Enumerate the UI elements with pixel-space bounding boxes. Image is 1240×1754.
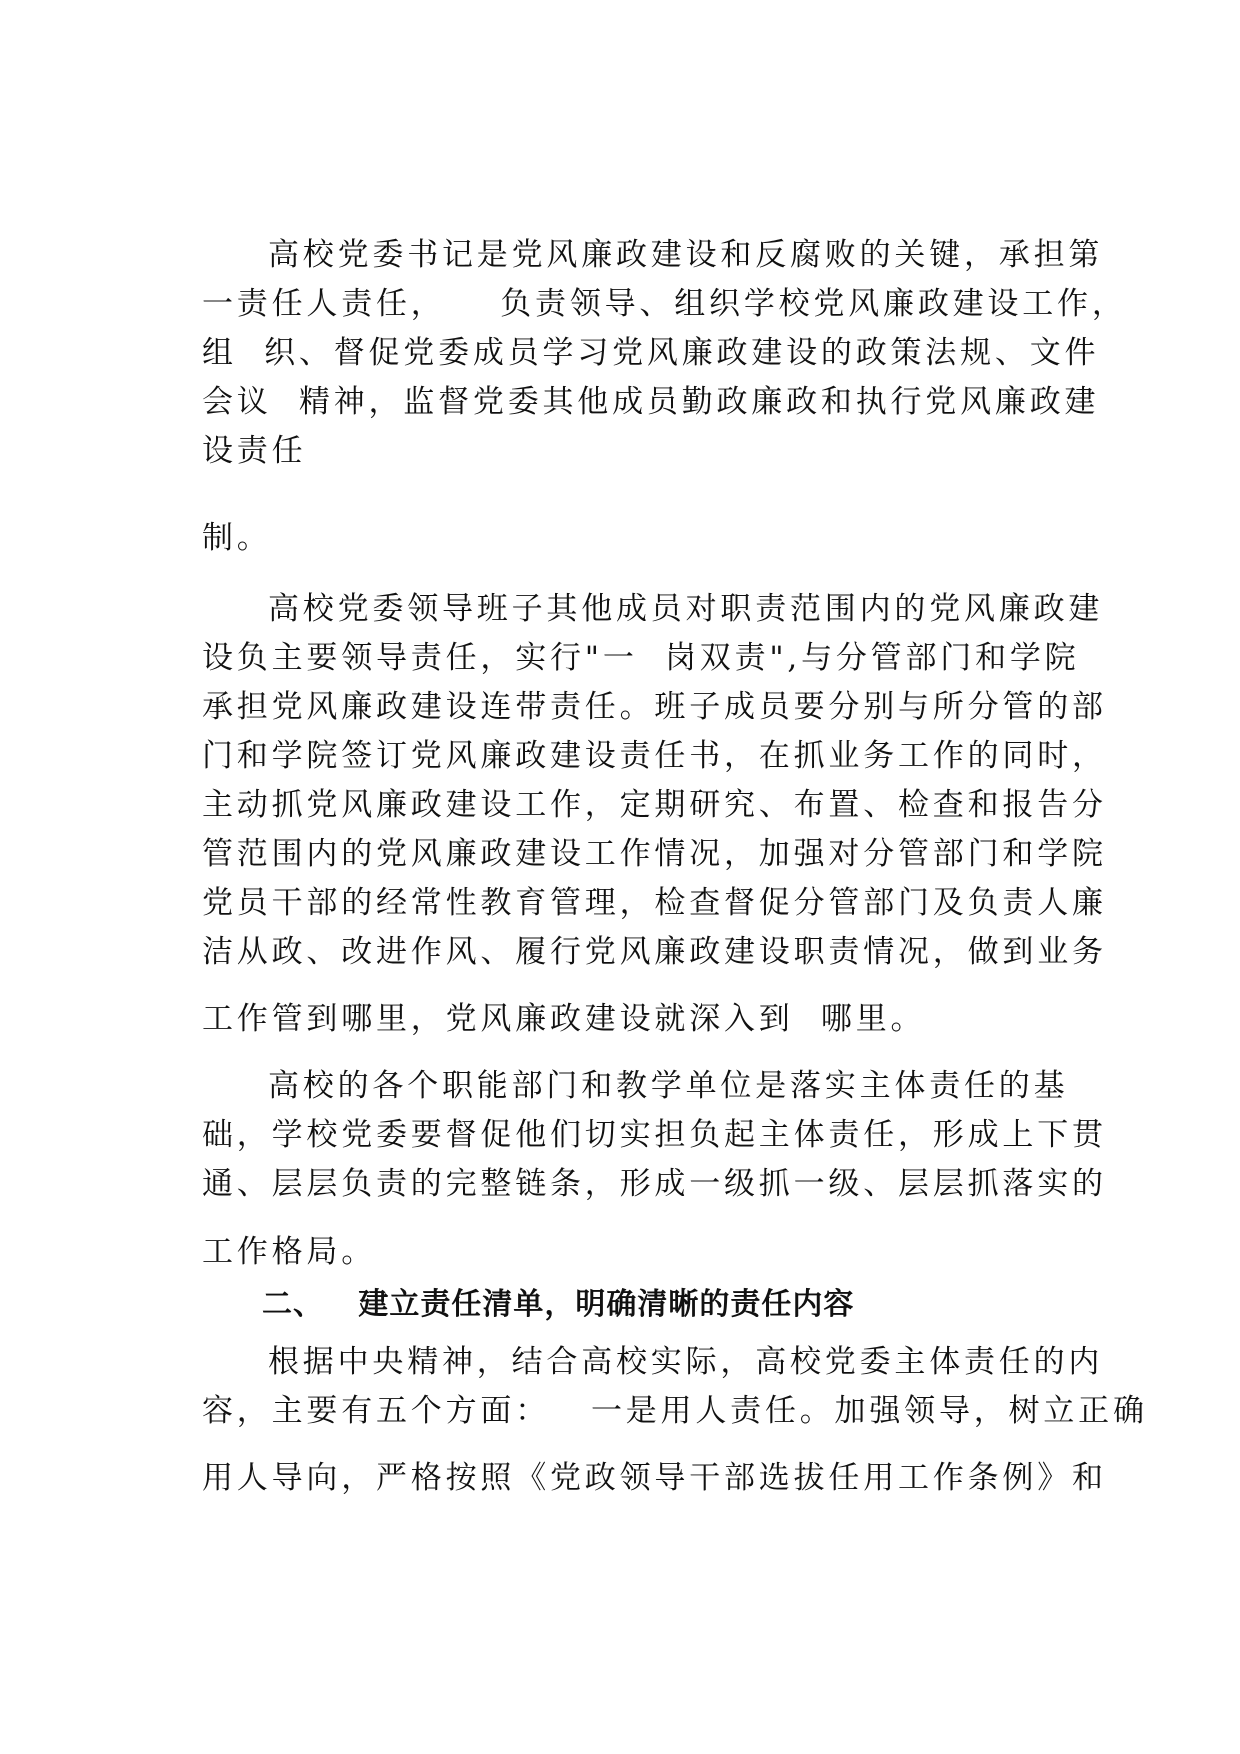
- section-heading: 二、 建立责任清单，明确清晰的责任内容: [262, 1287, 855, 1322]
- paragraph-2-line-7: 党员干部的经常性教育管理，检查督促分管部门及负责人廉: [202, 885, 1107, 921]
- paragraph-4-line-3: 用人导向，严格按照《党政领导干部选拔任用工作条例》和: [202, 1460, 1107, 1496]
- paragraph-1-line-1: 高校党委书记是党风廉政建设和反腐败的关键，承担第: [268, 237, 1104, 273]
- paragraph-2-line-6: 管范围内的党风廉政建设工作情况，加强对分管部门和学院: [202, 836, 1107, 872]
- paragraph-2-line-5: 主动抓党风廉政建设工作，定期研究、布置、检查和报告分: [202, 787, 1107, 823]
- paragraph-2-line-1: 高校党委领导班子其他成员对职责范围内的党风廉政建: [268, 591, 1104, 627]
- paragraph-1-line-6: 制。: [202, 520, 272, 556]
- paragraph-4-line-2: 容，主要有五个方面： 一是用人责任。加强领导，树立正确: [202, 1393, 1148, 1429]
- paragraph-3-line-1: 高校的各个职能部门和教学单位是落实主体责任的基: [268, 1068, 1069, 1104]
- paragraph-1-line-4: 会议 精神，监督党委其他成员勤政廉政和执行党风廉政建: [202, 384, 1100, 420]
- paragraph-2-line-3: 承担党风廉政建设连带责任。班子成员要分别与所分管的部: [202, 689, 1107, 725]
- paragraph-3-line-3: 通、层层负责的完整链条，形成一级抓一级、层层抓落实的: [202, 1166, 1107, 1202]
- paragraph-2-line-2: 设负主要领导责任，实行"一 岗双责",与分管部门和学院: [202, 640, 1080, 676]
- paragraph-3-line-4: 工作格局。: [202, 1234, 376, 1270]
- paragraph-1-line-5: 设责任: [202, 433, 307, 469]
- paragraph-2-line-4: 门和学院签订党风廉政建设责任书，在抓业务工作的同时，: [202, 738, 1107, 774]
- paragraph-1-line-3: 组 织、督促党委成员学习党风廉政建设的政策法规、文件: [202, 335, 1100, 371]
- paragraph-4-line-1: 根据中央精神，结合高校实际，高校党委主体责任的内: [268, 1344, 1104, 1380]
- paragraph-2-line-9: 工作管到哪里，党风廉政建设就深入到 哪里。: [202, 1001, 926, 1037]
- paragraph-2-line-8: 洁从政、改进作风、履行党风廉政建设职责情况，做到业务: [202, 934, 1107, 970]
- paragraph-1-line-2: 一责任人责任， 负责领导、组织学校党风廉政建设工作，: [202, 286, 1127, 322]
- paragraph-3-line-2: 础，学校党委要督促他们切实担负起主体责任，形成上下贯: [202, 1117, 1107, 1153]
